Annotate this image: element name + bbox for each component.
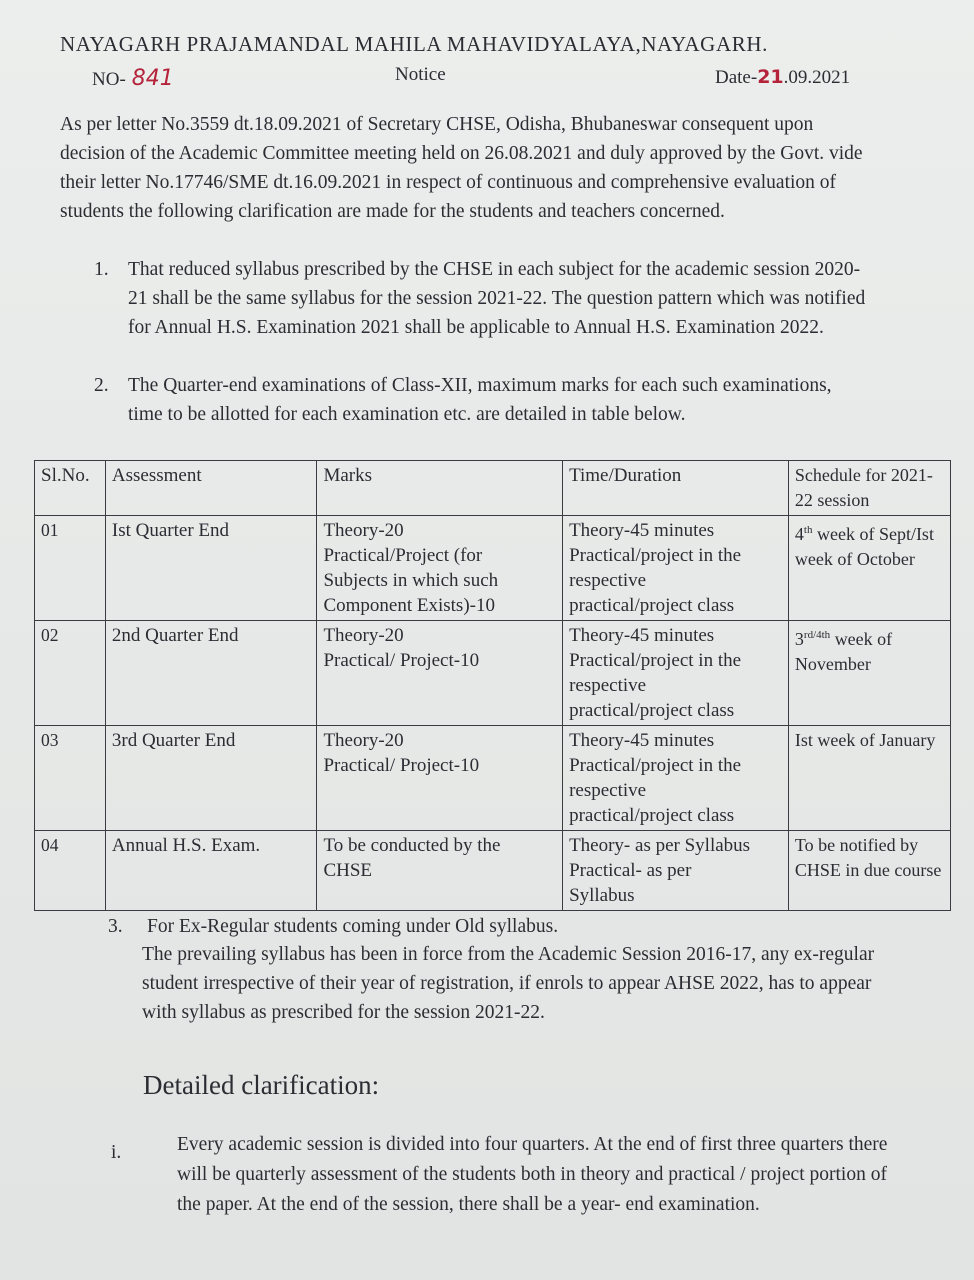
table-row <box>35 621 951 726</box>
row-assessment: 3rd Quarter End <box>105 726 317 831</box>
date-rest: .09.2021 <box>783 67 851 88</box>
clarification-heading: Detailed clarification: <box>143 1070 380 1100</box>
row-time <box>563 621 789 726</box>
row-marks <box>317 726 563 831</box>
schedule-ordinal-suffix: rd/4th <box>803 629 831 641</box>
marks-line: Practical/Project (for <box>323 545 483 566</box>
time-line: Practical/project in the <box>569 545 742 566</box>
row-sl: 03 <box>35 726 106 831</box>
table-row <box>35 831 951 911</box>
time-line: practical/project class <box>569 805 735 826</box>
schedule-text: week of November <box>794 629 893 674</box>
time-line: Syllabus <box>569 885 635 906</box>
marks-line: Practical/ Project-10 <box>323 755 480 776</box>
marks-line: Theory-20 <box>323 625 404 646</box>
date-day: 21 <box>757 66 784 88</box>
assessment-table <box>34 460 951 911</box>
row-sl: 04 <box>35 831 106 911</box>
time-line: respective <box>569 570 647 591</box>
marks-line: To be conducted by the <box>323 835 501 856</box>
marks-line: CHSE <box>323 860 373 881</box>
table-header-row <box>35 461 951 516</box>
row-schedule <box>788 621 950 726</box>
header-schedule: Schedule for 2021-22 session <box>788 461 950 516</box>
time-line: respective <box>569 780 647 801</box>
time-line: practical/project class <box>569 700 735 721</box>
row-assessment: 2nd Quarter End <box>105 621 317 726</box>
time-line: Theory-45 minutes <box>569 625 715 646</box>
header-marks: Marks <box>317 461 563 516</box>
row-assessment: Annual H.S. Exam. <box>105 831 317 911</box>
intro-paragraph: As per letter No.3559 dt.18.09.2021 of Secretary CHSE, Odisha, Bhubaneswar consequent upon decision of the Academic Committee meeting held on 26.08.2021 and duly approved by the Govt. vide their letter No.17746/SME dt.16.09.2021 in respect of continuous and comprehensive evaluation of students the following clarification are made for the students and teachers concerned. <box>60 114 863 222</box>
row-schedule <box>788 516 950 621</box>
header-time: Time/Duration <box>563 461 789 516</box>
row-time <box>563 831 789 911</box>
time-line: practical/project class <box>569 595 735 616</box>
point-text: That reduced syllabus prescribed by the CHSE in each subject for the academic session 2020-21 shall be the same syllabus for the session 2021-22. The question pattern which was notified for Annual H.S. Examination 2021 shall be applicable to Annual H.S. Examination 2022. <box>128 259 866 338</box>
clarification-item-text: Every academic session is divided into four quarters. At the end of first three quarters there will be quarterly assessment of the students both in theory and practical / project portion of the paper. At the end of the session, there shall be a year- end examination. <box>177 1134 888 1215</box>
point-3-text: The prevailing syllabus has been in force from the Academic Session 2016-17, any ex-regular student irrespective of their year of registration, if enrols to appear AHSE 2022, has to appear with syllabus as prescribed for the session 2021-22. <box>142 944 875 1023</box>
schedule-ordinal-suffix: th <box>803 524 813 536</box>
notice-heading: Notice <box>395 64 446 85</box>
clarification-item-number: i. <box>111 1142 122 1163</box>
point-text: The Quarter-end examinations of Class-XII, maximum marks for each such examinations, time to be allotted for each examination etc. are detailed in table below. <box>128 375 832 425</box>
schedule-text: week of Sept/Ist week of October <box>794 524 934 569</box>
header-sl-no: Sl.No. <box>35 461 106 516</box>
marks-line: Subjects in which such <box>323 570 499 591</box>
row-time <box>563 726 789 831</box>
point-number: 2. <box>94 375 109 396</box>
table-row <box>35 726 951 831</box>
header-assessment: Assessment <box>105 461 317 516</box>
time-line: Theory- as per Syllabus <box>569 835 751 856</box>
table-row <box>35 516 951 621</box>
schedule-ordinal: 4 <box>794 524 804 544</box>
marks-line: Theory-20 <box>323 730 404 751</box>
row-marks <box>317 621 563 726</box>
row-marks <box>317 831 563 911</box>
college-title: NAYAGARH PRAJAMANDAL MAHILA MAHAVIDYALAYA,NAYAGARH. <box>60 32 768 56</box>
row-assessment: Ist Quarter End <box>105 516 317 621</box>
time-line: respective <box>569 675 647 696</box>
marks-line: Theory-20 <box>323 520 404 541</box>
row-schedule: Ist week of January <box>788 726 950 831</box>
schedule-ordinal: 3 <box>794 629 804 649</box>
time-line: Practical- as per <box>569 860 692 881</box>
row-time <box>563 516 789 621</box>
row-sl: 01 <box>35 516 106 621</box>
row-marks <box>317 516 563 621</box>
marks-line: Practical/ Project-10 <box>323 650 480 671</box>
point-number: 1. <box>94 259 109 280</box>
row-schedule: To be notified by CHSE in due course <box>788 831 950 911</box>
notice-date <box>715 66 850 89</box>
row-sl: 02 <box>35 621 106 726</box>
time-line: Theory-45 minutes <box>569 730 715 751</box>
time-line: Practical/project in the <box>569 755 742 776</box>
marks-line: Component Exists)-10 <box>323 595 495 616</box>
notice-number-value: 841 <box>131 66 174 91</box>
notice-number <box>92 66 174 91</box>
notice-number-label: NO- <box>92 69 126 90</box>
time-line: Theory-45 minutes <box>569 520 715 541</box>
point-3-title: For Ex-Regular students coming under Old syllabus. <box>147 916 559 937</box>
date-label: Date- <box>715 67 758 88</box>
point-3-number: 3. <box>108 916 123 937</box>
time-line: Practical/project in the <box>569 650 742 671</box>
